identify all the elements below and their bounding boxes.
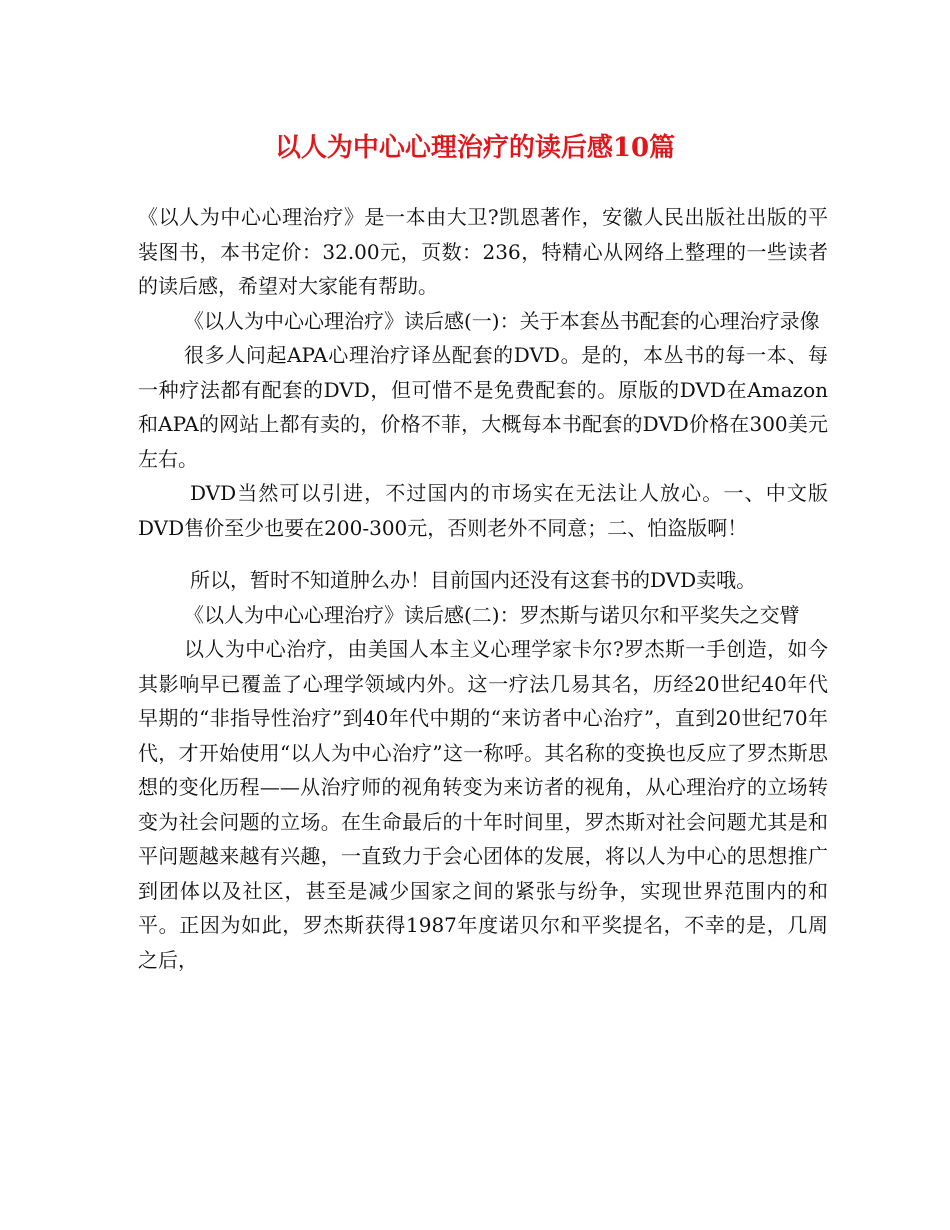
body-paragraph: 以人为中心治疗，由美国人本主义心理学家卡尔?罗杰斯一手创造，如今其影响早已覆盖了心理学领域内外。这一疗法几易其名，历经20世纪40年代早期的“非指导性治疗”到40年代中期的“来访者中心治疗”，直到20世纪70年代，才开始使用“以人为中心治疗”这一称呼。其名称的变换也反应了罗杰斯思想的变化历程——从治疗师的视角转变为来访者的视角，从心理治疗的立场转变为社会问题的立场。在生命最后的十年时间里，罗杰斯对社会问题尤其是和平问题越来越有兴趣，一直致力于会心团体的发展，将以人为中心的思想推广到团体以及社区，甚至是减少国家之间的紧张与纷争，实现世界范围内的和平。正因为如此，罗杰斯获得1987年度诺贝尔和平奖提名，不幸的是，几周之后， xyxy=(138,637,828,972)
body-paragraph: 很多人问起APA心理治疗译丛配套的DVD。是的，本丛书的每一本、每一种疗法都有配套的DVD，但可惜不是免费配套的。原版的DVD在Amazon和APA的网站上都有卖的，价格不菲，大概每本书配套的DVD价格在300美元左右。 xyxy=(138,343,828,471)
document-title: 以人为中心心理治疗的读后感10篇 xyxy=(274,133,676,163)
review-heading-2: 《以人为中心心理治疗》读后感(二)：罗杰斯与诺贝尔和平奖失之交臂 xyxy=(184,602,800,627)
body-paragraph: DVD当然可以引进，不过国内的市场实在无法让人放心。一、中文版DVD售价至少也要在200-300元，否则老外不同意；二、怕盗版啊！ xyxy=(138,481,828,540)
intro-paragraph: 《以人为中心心理治疗》是一本由大卫?凯恩著作，安徽人民出版社出版的平装图书，本书定价：32.00元，页数：236，特精心从网络上整理的一些读者的读后感，希望对大家能有帮助。 xyxy=(138,205,828,298)
document-body xyxy=(138,200,828,977)
review-heading-1: 《以人为中心心理治疗》读后感(一)：关于本套丛书配套的心理治疗录像 xyxy=(184,308,820,333)
body-paragraph: 所以，暂时不知道肿么办！目前国内还没有这套书的DVD卖哦。 xyxy=(190,568,757,592)
